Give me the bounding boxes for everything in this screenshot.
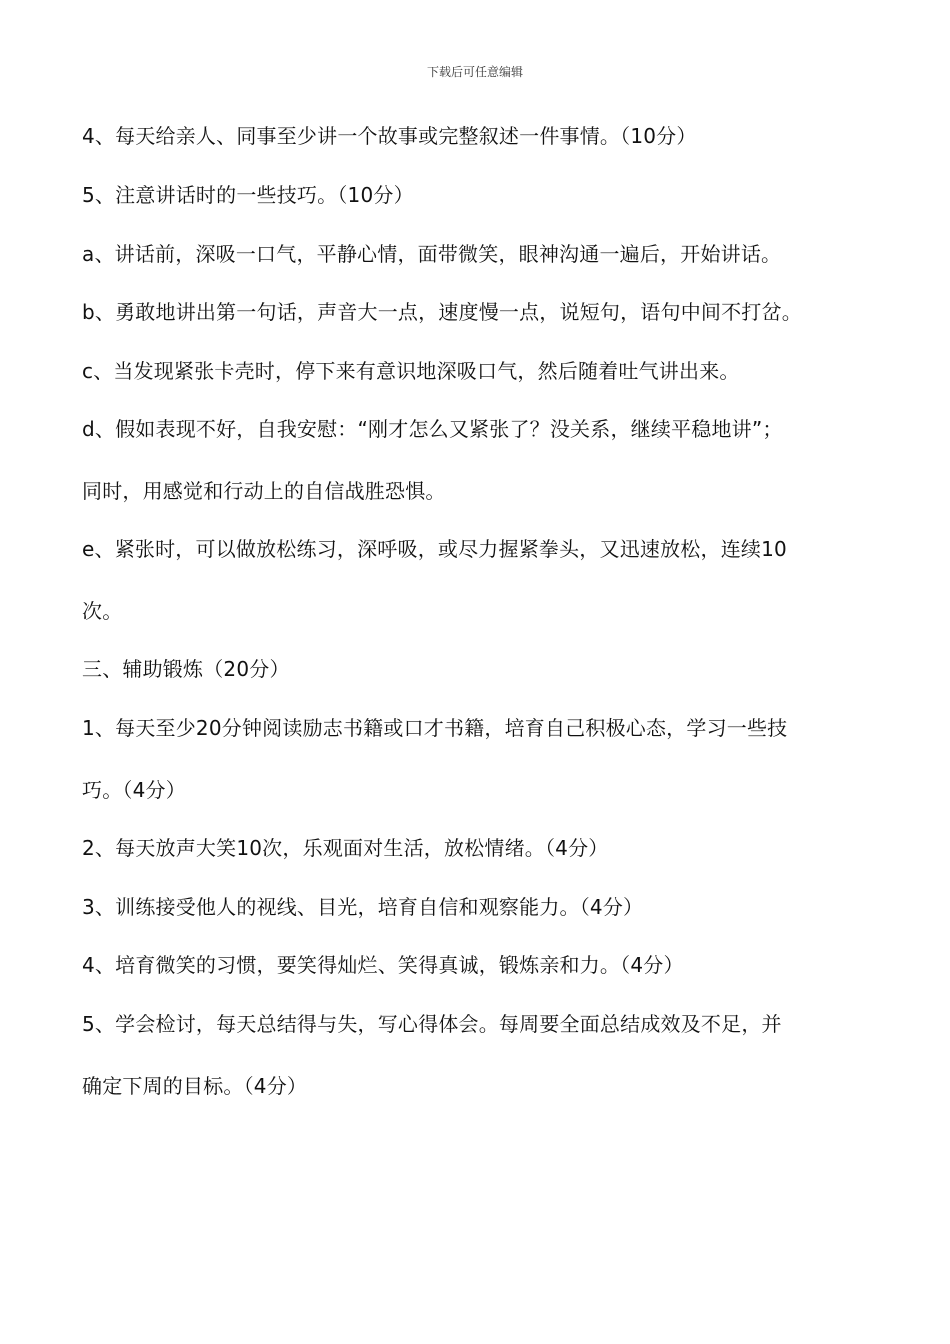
text-line: 3、训练接受他人的视线、目光，培育自信和观察能力。（4分） <box>82 895 644 919</box>
section-heading: 三、辅助锻炼（20分） <box>82 657 290 681</box>
text-line: 巧。（4分） <box>82 778 186 802</box>
text-line: c、当发现紧张卡壳时，停下来有意识地深吸口气，然后随着吐气讲出来。 <box>82 359 740 383</box>
text-line: 确定下周的目标。（4分） <box>82 1074 308 1098</box>
text-line: a、讲话前，深吸一口气，平静心情，面带微笑，眼神沟通一遍后，开始讲话。 <box>82 242 782 266</box>
text-line: d、假如表现不好，自我安慰：“刚才怎么又紧张了？没关系，继续平稳地讲”； <box>82 417 783 441</box>
text-line: 4、每天给亲人、同事至少讲一个故事或完整叙述一件事情。（10分） <box>82 124 697 148</box>
text-line: 5、注意讲话时的一些技巧。（10分） <box>82 183 414 207</box>
text-line: 同时，用感觉和行动上的自信战胜恐惧。 <box>82 479 446 503</box>
text-line: 次。 <box>82 599 123 623</box>
text-line: e、紧张时，可以做放松练习，深呼吸，或尽力握紧拳头，又迅速放松，连续10 <box>82 537 787 561</box>
text-line: 4、培育微笑的习惯，要笑得灿烂、笑得真诚，锻炼亲和力。（4分） <box>82 953 684 977</box>
text-line: 2、每天放声大笑10次，乐观面对生活，放松情绪。（4分） <box>82 836 609 860</box>
text-line: 1、每天至少20分钟阅读励志书籍或口才书籍，培育自己积极心态，学习一些技 <box>82 716 788 740</box>
page-header: 下载后可任意编辑 <box>426 65 523 79</box>
text-line: 5、学会检讨，每天总结得与失，写心得体会。每周要全面总结成效及不足，并 <box>82 1012 782 1036</box>
text-line: b、勇敢地讲出第一句话，声音大一点，速度慢一点，说短句，语句中间不打岔。 <box>82 300 802 324</box>
